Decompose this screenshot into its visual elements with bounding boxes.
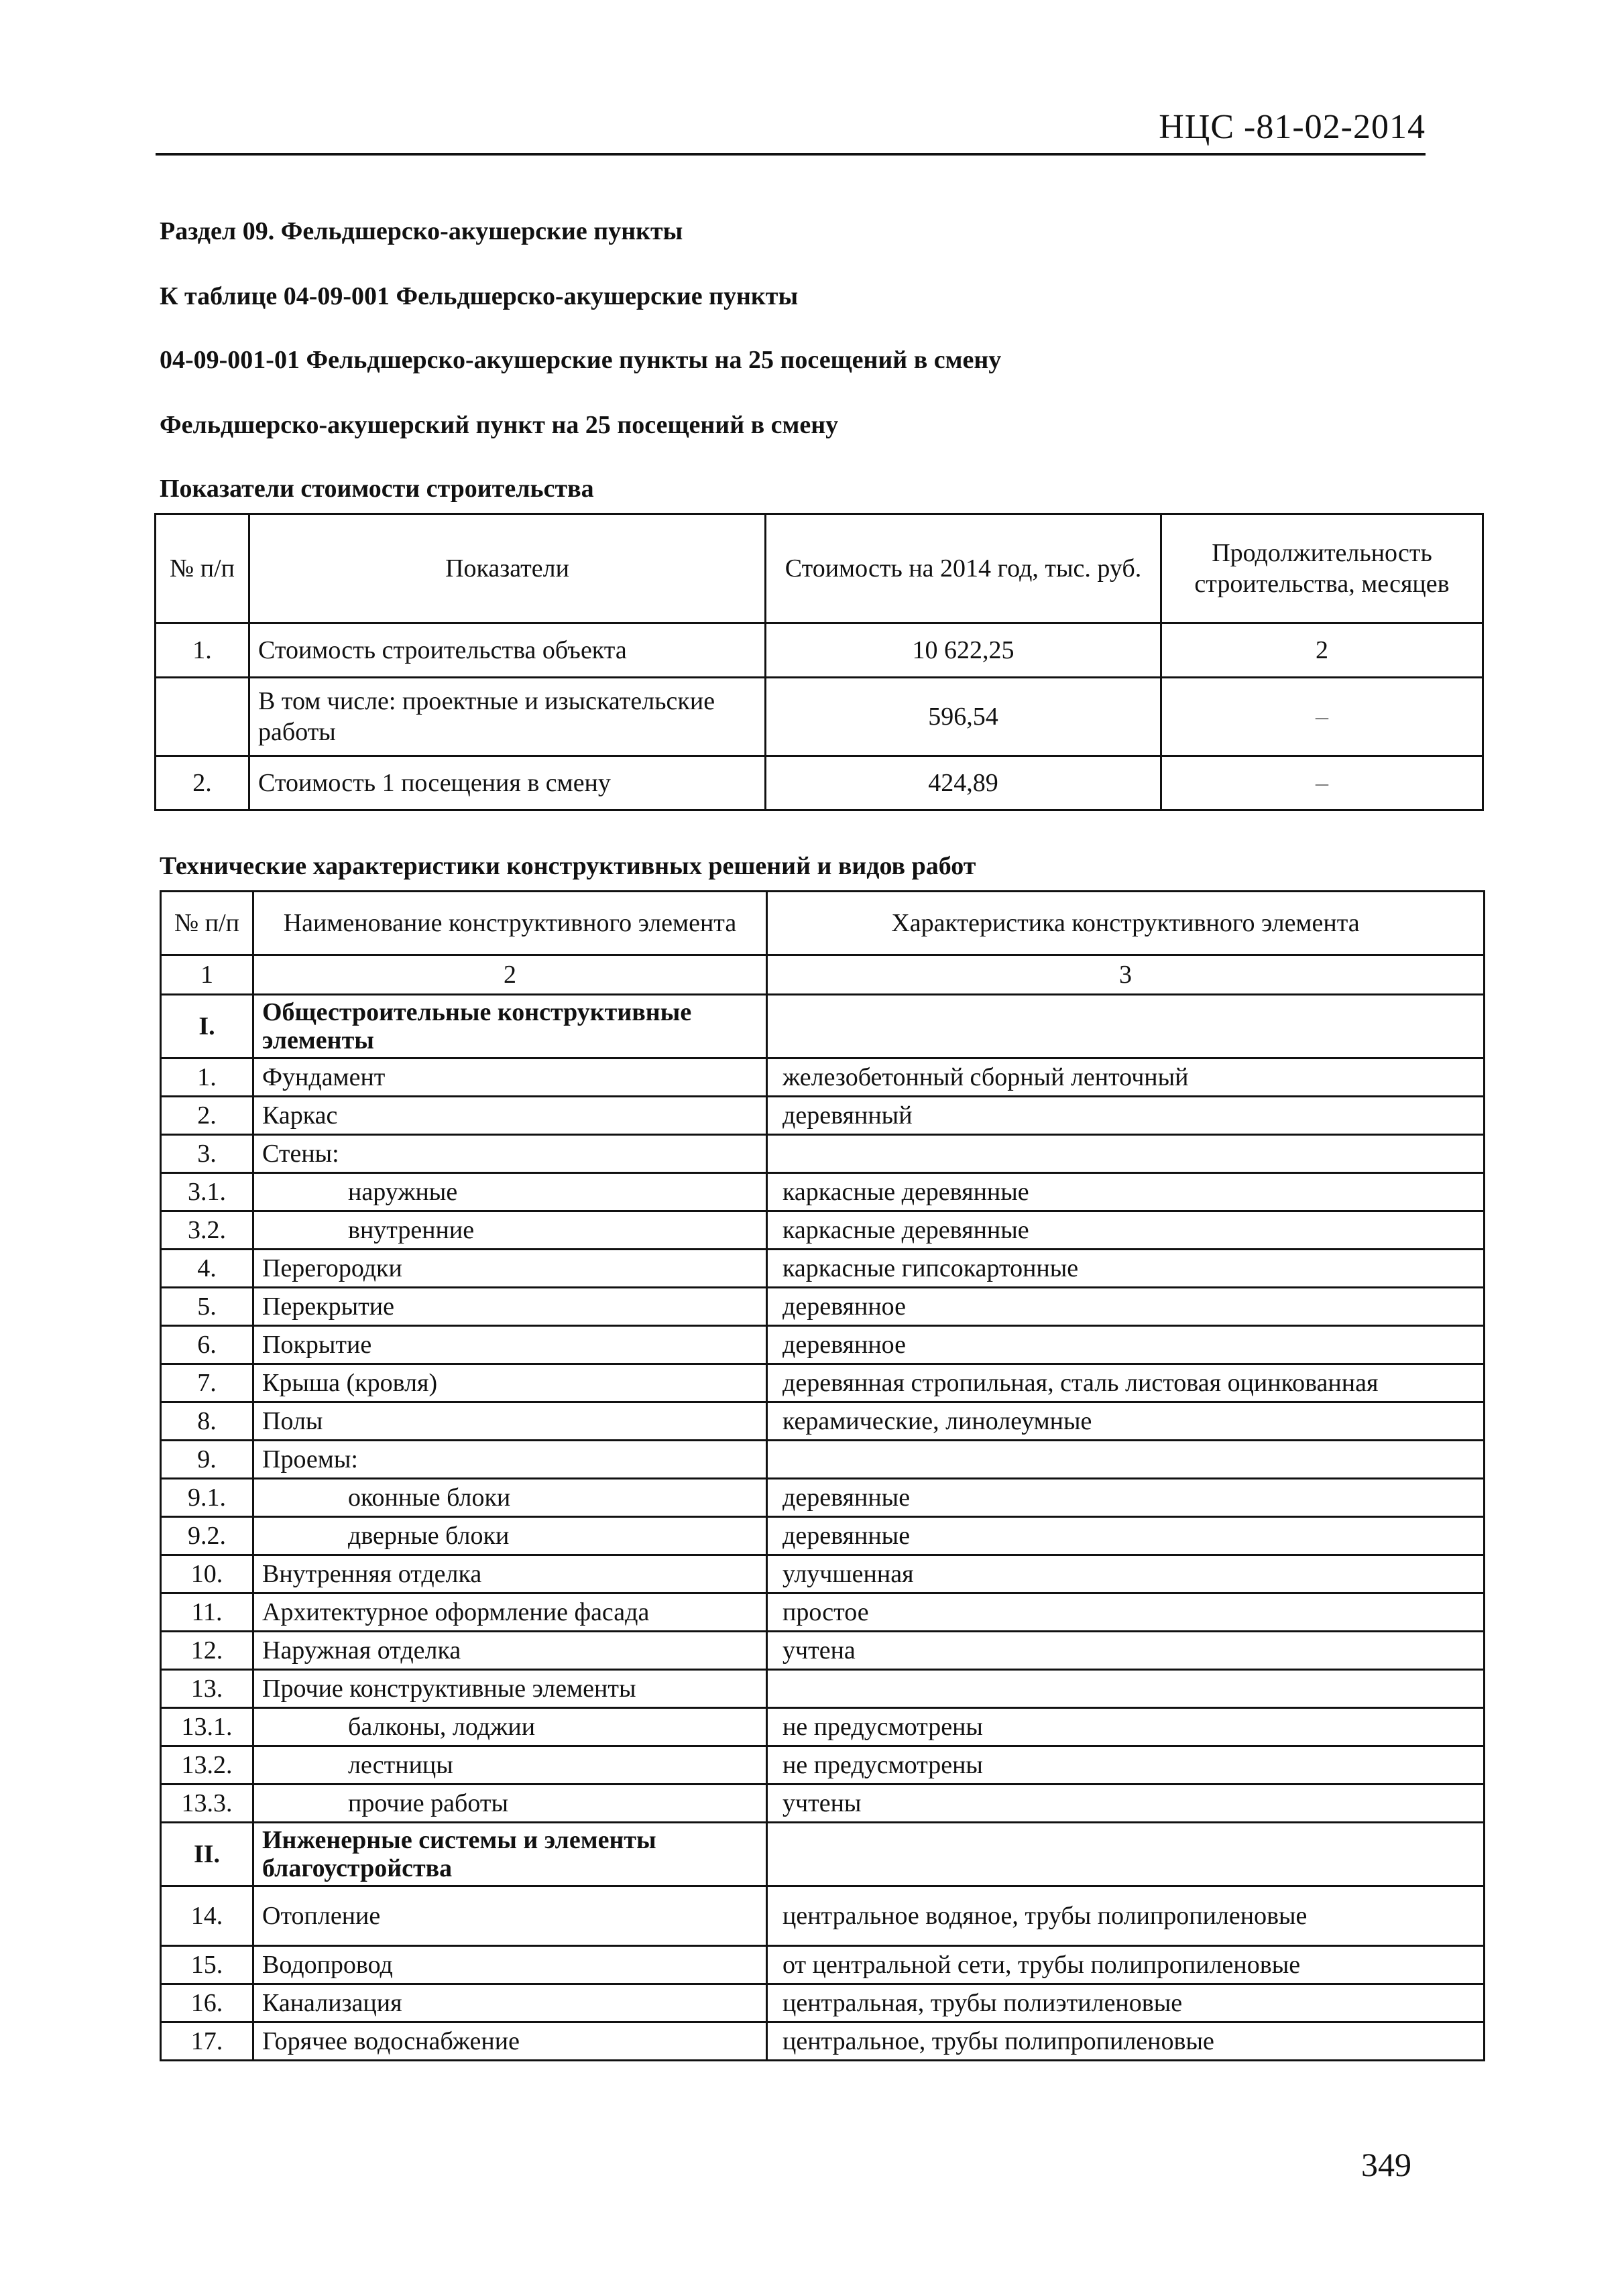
cell-num: 9.2. <box>161 1517 253 1555</box>
object-heading: Фельдшерско-акушерский пункт на 25 посещений в смену <box>160 411 839 439</box>
cell-description: от центральной сети, трубы полипропиленовые <box>767 1946 1485 1984</box>
cell-description: деревянный <box>767 1097 1485 1135</box>
table-row <box>156 623 1483 678</box>
cell-name: Перегородки <box>253 1250 767 1288</box>
cell-num: 9. <box>161 1441 253 1479</box>
section-row <box>161 995 1485 1059</box>
cell-name: В том числе: проектные и изыскательские работы <box>249 678 766 756</box>
cell-name: Стоимость 1 посещения в смену <box>249 756 766 810</box>
cost-header-name: Показатели <box>249 514 766 623</box>
cell-num: 3. <box>161 1135 253 1173</box>
cell-cost: 10 622,25 <box>766 623 1161 678</box>
table-row <box>161 1173 1485 1211</box>
cell-num: 6. <box>161 1326 253 1364</box>
cell-duration: 2 <box>1161 623 1483 678</box>
cell-description: не предусмотрены <box>767 1746 1485 1785</box>
cell-name: прочие работы <box>253 1785 767 1823</box>
cell-name: лестницы <box>253 1746 767 1785</box>
cell-name: Каркас <box>253 1097 767 1135</box>
table-row <box>161 1059 1485 1097</box>
table-row <box>161 1135 1485 1173</box>
cell-name: Полы <box>253 1402 767 1441</box>
col-number: 1 <box>161 955 253 995</box>
cell-num: 12. <box>161 1632 253 1670</box>
tech-header-num: № п/п <box>161 892 253 955</box>
cell-name: Архитектурное оформление фасада <box>253 1593 767 1632</box>
cell-description: каркасные гипсокартонные <box>767 1250 1485 1288</box>
table-row <box>161 1288 1485 1326</box>
cell-name: Покрытие <box>253 1326 767 1364</box>
cell-name: дверные блоки <box>253 1517 767 1555</box>
cell-name: Отопление <box>253 1886 767 1946</box>
table-row <box>156 756 1483 810</box>
cell-description <box>767 1441 1485 1479</box>
cell-num: 13. <box>161 1670 253 1708</box>
table-row <box>161 1708 1485 1746</box>
cell-description: деревянные <box>767 1479 1485 1517</box>
cell-name: балконы, лоджии <box>253 1708 767 1746</box>
section-heading: Раздел 09. Фельдшерско-акушерские пункты <box>160 217 683 245</box>
cell-duration: – <box>1161 756 1483 810</box>
table-row <box>161 1402 1485 1441</box>
cell-description: деревянное <box>767 1288 1485 1326</box>
table-row <box>156 678 1483 756</box>
table-row <box>161 1250 1485 1288</box>
table-row <box>161 1326 1485 1364</box>
tech-heading: Технические характеристики конструктивных решений и видов работ <box>160 852 976 880</box>
cell-num: 1. <box>156 623 249 678</box>
cost-header-cost: Стоимость на 2014 год, тыс. руб. <box>766 514 1161 623</box>
cell-description: центральное водяное, трубы полипропиленовые <box>767 1886 1485 1946</box>
cell-num: 7. <box>161 1364 253 1402</box>
cell-name: Стоимость строительства объекта <box>249 623 766 678</box>
cell-num <box>156 678 249 756</box>
cell-num: 4. <box>161 1250 253 1288</box>
tech-header-desc: Характеристика конструктивного элемента <box>767 892 1485 955</box>
table-row <box>161 1670 1485 1708</box>
cell-name: Горячее водоснабжение <box>253 2022 767 2061</box>
cell-description: центральное, трубы полипропиленовые <box>767 2022 1485 2061</box>
cell-name: Крыша (кровля) <box>253 1364 767 1402</box>
cell-name: Канализация <box>253 1984 767 2022</box>
cell-name: Проемы: <box>253 1441 767 1479</box>
cell-name: Стены: <box>253 1135 767 1173</box>
cell-description: железобетонный сборный ленточный <box>767 1059 1485 1097</box>
table-row <box>161 1097 1485 1135</box>
cell-name: внутренние <box>253 1211 767 1250</box>
table-ref-heading: К таблице 04-09-001 Фельдшерско-акушерские пункты <box>160 282 799 310</box>
table-row <box>161 1946 1485 1984</box>
table-row <box>161 1886 1485 1946</box>
cell-num: 16. <box>161 1984 253 2022</box>
cell-num: 5. <box>161 1288 253 1326</box>
cell-name: Общестроительные конструктивные элементы <box>253 995 767 1059</box>
table-row <box>161 1632 1485 1670</box>
cell-description: простое <box>767 1593 1485 1632</box>
cell-name: Прочие конструктивные элементы <box>253 1670 767 1708</box>
column-numbers-row <box>161 955 1485 995</box>
cell-description: каркасные деревянные <box>767 1211 1485 1250</box>
table-row <box>161 1364 1485 1402</box>
indicators-heading: Показатели стоимости строительства <box>160 475 594 503</box>
cell-description <box>767 1670 1485 1708</box>
section-row <box>161 1823 1485 1886</box>
cell-num: 2. <box>161 1097 253 1135</box>
cell-num: 8. <box>161 1402 253 1441</box>
table-row <box>161 1441 1485 1479</box>
cost-table <box>154 513 1484 811</box>
table-row <box>161 1593 1485 1632</box>
document-code: НЦС -81-02-2014 <box>1159 108 1426 146</box>
table-row <box>161 2022 1485 2061</box>
cell-num: 13.3. <box>161 1785 253 1823</box>
cell-num: 2. <box>156 756 249 810</box>
cell-name: наружные <box>253 1173 767 1211</box>
cell-num: 15. <box>161 1946 253 1984</box>
cell-num: 13.2. <box>161 1746 253 1785</box>
cell-num: I. <box>161 995 253 1059</box>
cell-name: Фундамент <box>253 1059 767 1097</box>
cell-num: 10. <box>161 1555 253 1593</box>
code-heading: 04-09-001-01 Фельдшерско-акушерские пункты на 25 посещений в смену <box>160 346 1002 374</box>
cost-header-duration: Продолжительность строительства, месяцев <box>1161 514 1483 623</box>
cell-num: 9.1. <box>161 1479 253 1517</box>
table-row <box>161 1984 1485 2022</box>
cell-name: оконные блоки <box>253 1479 767 1517</box>
cell-name: Водопровод <box>253 1946 767 1984</box>
cell-duration: – <box>1161 678 1483 756</box>
col-number: 3 <box>767 955 1485 995</box>
page-number: 349 <box>1361 2146 1411 2183</box>
cell-description <box>767 1135 1485 1173</box>
cost-header-num: № п/п <box>156 514 249 623</box>
cell-name: Внутренняя отделка <box>253 1555 767 1593</box>
cell-num: 14. <box>161 1886 253 1946</box>
cell-num: 13.1. <box>161 1708 253 1746</box>
cell-cost: 596,54 <box>766 678 1161 756</box>
cell-name: Перекрытие <box>253 1288 767 1326</box>
cell-description <box>767 995 1485 1059</box>
cell-name: Наружная отделка <box>253 1632 767 1670</box>
cell-description: деревянная стропильная, сталь листовая оцинкованная <box>767 1364 1485 1402</box>
cell-description: учтены <box>767 1785 1485 1823</box>
table-row <box>161 1479 1485 1517</box>
tech-header-name: Наименование конструктивного элемента <box>253 892 767 955</box>
header-rule <box>156 153 1426 156</box>
cell-description: деревянные <box>767 1517 1485 1555</box>
col-number: 2 <box>253 955 767 995</box>
cell-num: 3.1. <box>161 1173 253 1211</box>
cell-description <box>767 1823 1485 1886</box>
table-row <box>161 1746 1485 1785</box>
cell-description: учтена <box>767 1632 1485 1670</box>
cell-description: керамические, линолеумные <box>767 1402 1485 1441</box>
cell-num: II. <box>161 1823 253 1886</box>
cell-num: 11. <box>161 1593 253 1632</box>
table-row <box>161 1555 1485 1593</box>
tech-table <box>160 890 1485 2061</box>
table-row <box>161 1785 1485 1823</box>
cell-num: 1. <box>161 1059 253 1097</box>
cell-description: центральная, трубы полиэтиленовые <box>767 1984 1485 2022</box>
cell-description: не предусмотрены <box>767 1708 1485 1746</box>
cell-name: Инженерные системы и элементы благоустройства <box>253 1823 767 1886</box>
cell-cost: 424,89 <box>766 756 1161 810</box>
cell-description: каркасные деревянные <box>767 1173 1485 1211</box>
cell-description: деревянное <box>767 1326 1485 1364</box>
cell-num: 17. <box>161 2022 253 2061</box>
cell-num: 3.2. <box>161 1211 253 1250</box>
cell-description: улучшенная <box>767 1555 1485 1593</box>
table-row <box>161 1211 1485 1250</box>
table-row <box>161 1517 1485 1555</box>
